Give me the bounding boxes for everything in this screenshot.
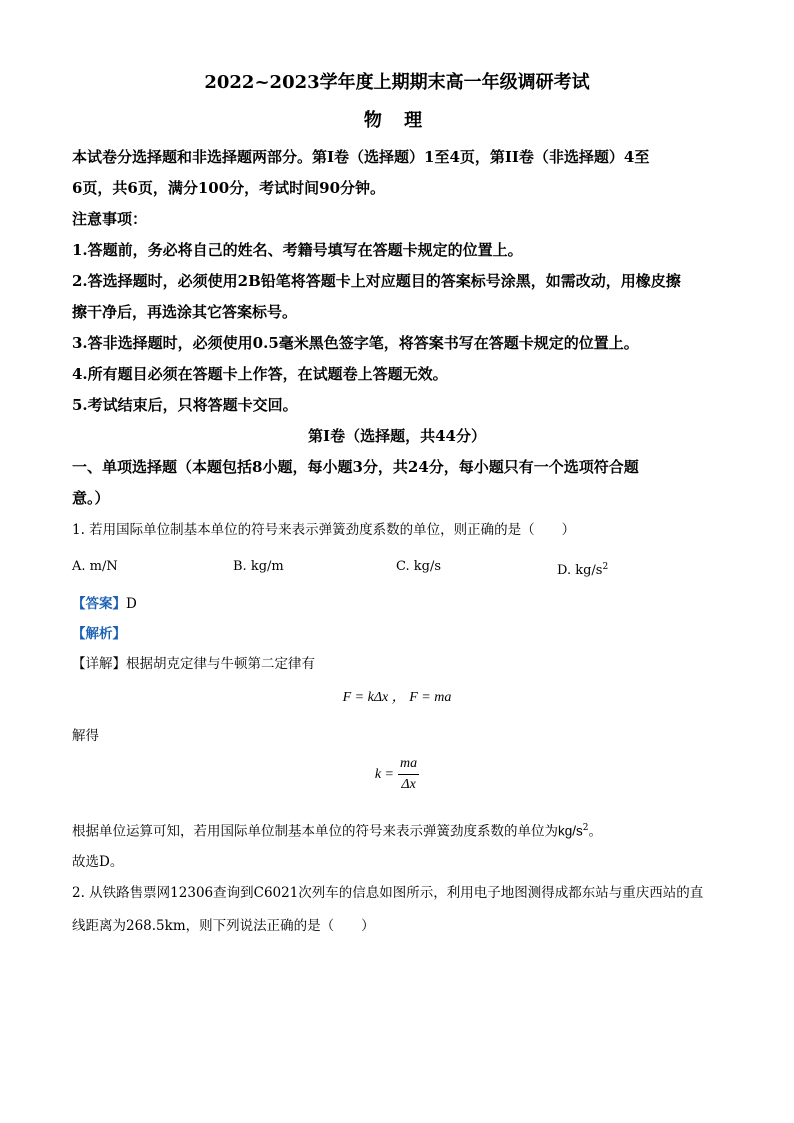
analysis-line bbox=[72, 619, 722, 649]
conclusion-end: 。 bbox=[588, 823, 602, 840]
section-heading-line-1: 一、单项选择题（本题包括8小题，每小题3分，共24分，每小题只有一个选项符合题 bbox=[72, 458, 639, 476]
notice-item-3: 3.答非选择题时，必须使用0.5毫米黑色签字笔，将答案书写在答题卡规定的位置上。 bbox=[72, 334, 639, 352]
intro-line-1: 本试卷分选择题和非选择题两部分。第I卷（选择题）1至4页，第II卷（非选择题）4至 bbox=[72, 148, 650, 166]
question-1-options bbox=[72, 549, 722, 589]
option-d-text: D. kg/s bbox=[557, 563, 603, 579]
option-d bbox=[557, 549, 717, 589]
formula-k bbox=[72, 755, 722, 807]
answer-tag: 【答案】 bbox=[72, 596, 126, 613]
exam-title: 2022~2023学年度上期期末高一年级调研考试 bbox=[204, 72, 590, 93]
conclusion-text: 根据单位运算可知，若用国际单位制基本单位的符号来表示弹簧劲度系数的单位为 bbox=[72, 823, 558, 840]
conclusion-unit: kg/s bbox=[558, 823, 583, 839]
analysis-tag: 【解析】 bbox=[72, 626, 126, 643]
section-title: 第I卷（选择题，共44分） bbox=[308, 427, 486, 445]
option-d-exponent: 2 bbox=[602, 562, 609, 572]
subject-title: 物 理 bbox=[363, 110, 431, 131]
detail-tag: 【详解】 bbox=[72, 656, 126, 673]
notice-heading: 注意事项： bbox=[72, 210, 148, 228]
conclusion-exponent: 2 bbox=[582, 823, 589, 834]
answer-value: D bbox=[126, 596, 137, 613]
document-page bbox=[72, 68, 722, 943]
fraction bbox=[398, 755, 419, 794]
question-2-stem-line-1: 2. 从铁路售票网12306查询到C6021次列车的信息如图所示，利用电子地图测得成都东站与重庆西站的直 bbox=[72, 884, 704, 901]
intro-line-2: 6页，共6页，满分100分，考试时间90分钟。 bbox=[72, 179, 386, 197]
option-a: A. m/N bbox=[72, 559, 118, 574]
section-heading-line-2: 意。） bbox=[72, 489, 110, 507]
fraction-numerator: ma bbox=[398, 755, 419, 775]
option-b: B. kg/m bbox=[233, 559, 284, 574]
conclusion-line bbox=[72, 813, 722, 847]
detail-line bbox=[72, 649, 722, 679]
formula-hooke-newton: F = kΔx ， F = ma bbox=[342, 690, 452, 706]
notice-item-4: 4.所有题目必须在答题卡上作答，在试题卷上答题无效。 bbox=[72, 365, 448, 383]
final-answer: 故选D。 bbox=[72, 853, 124, 870]
notice-item-1: 1.答题前，务必将自己的姓名、考籍号填写在答题卡规定的位置上。 bbox=[72, 241, 523, 259]
formula-k-lhs: k = bbox=[374, 766, 395, 782]
option-c: C. kg/s bbox=[396, 559, 441, 574]
solve-word: 解得 bbox=[72, 728, 99, 745]
answer-line bbox=[72, 589, 722, 619]
notice-item-2-cont: 擦干净后，再选涂其它答案标号。 bbox=[72, 303, 298, 321]
fraction-denominator: Δx bbox=[401, 777, 416, 793]
notice-item-2: 2.答选择题时，必须使用2B铅笔将答题卡上对应题目的答案标号涂黑，如需改动，用橡皮擦 bbox=[72, 272, 681, 290]
detail-text: 根据胡克定律与牛顿第二定律有 bbox=[126, 656, 315, 673]
question-2-stem-line-2: 线距离为268.5km，则下列说法正确的是（ ） bbox=[72, 917, 375, 934]
question-1-stem: 1. 若用国际单位制基本单位的符号来表示弹簧劲度系数的单位，则正确的是（ ） bbox=[72, 522, 576, 538]
notice-item-5: 5.考试结束后，只将答题卡交回。 bbox=[72, 396, 298, 414]
